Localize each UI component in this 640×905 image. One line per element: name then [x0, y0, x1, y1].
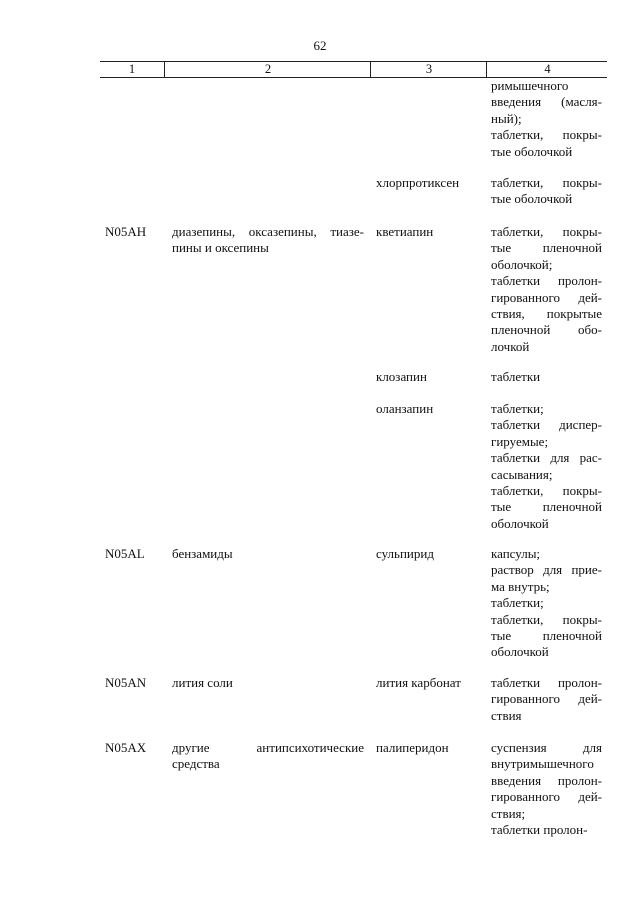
form-line: раствор для прие-	[491, 562, 602, 578]
dosage-form	[491, 224, 602, 355]
form-line: оболочкой;	[491, 256, 553, 272]
form-line: тые пленочной	[491, 499, 602, 515]
drug-group	[172, 740, 364, 773]
form-line: таблетки	[491, 369, 541, 384]
dosage-form	[491, 175, 602, 208]
drug-name: хлорпротиксен	[376, 175, 460, 190]
group-line: средства	[172, 756, 220, 772]
form-line: таблетки пролон-	[491, 675, 602, 690]
form-line: таблетки;	[491, 595, 544, 611]
form-line: введения (масля-	[491, 94, 602, 110]
form-line: таблетки пролон-	[491, 273, 602, 289]
form-line: гируемые;	[491, 433, 549, 449]
form-line: таблетки для рас-	[491, 450, 602, 466]
form-line: тые пленочной	[491, 627, 602, 643]
page-number: 62	[313, 38, 327, 53]
continuation-dosage-form	[491, 78, 602, 160]
drug-name: сульпирид	[376, 546, 434, 561]
form-line: таблетки, покры-	[491, 482, 602, 498]
form-line: ный);	[491, 110, 522, 126]
dosage-form	[491, 369, 602, 385]
form-line: таблетки;	[491, 401, 544, 416]
form-line: таблетки, покры-	[491, 611, 602, 627]
drug-group	[172, 546, 364, 562]
drug-group	[172, 224, 364, 257]
group-line: другие антипсихотические	[172, 740, 364, 755]
form-line: таблетки пролон-	[491, 821, 588, 837]
group-line: пины и оксепины	[172, 240, 269, 256]
atc-code: N05AL	[105, 546, 145, 561]
drug-name: кветиапин	[376, 224, 434, 239]
atc-code: N05AN	[105, 675, 147, 690]
drug-name: оланзапин	[376, 401, 434, 416]
form-line: ма внутрь;	[491, 578, 550, 594]
drug-name: палиперидон	[376, 740, 449, 755]
column-header-4: 4	[486, 62, 608, 77]
form-line: таблетки, покры-	[491, 224, 602, 239]
group-line: бензамиды	[172, 546, 233, 561]
column-header-2: 2	[164, 62, 371, 77]
table-header-row	[100, 61, 607, 78]
atc-code: N05AX	[105, 740, 147, 755]
form-line: гированного дей-	[491, 789, 602, 805]
form-line: сасывания;	[491, 466, 553, 482]
group-line: лития соли	[172, 675, 233, 690]
form-line: внутримышечного	[491, 756, 594, 772]
form-line: гированного дей-	[491, 691, 602, 707]
column-header-3: 3	[370, 62, 487, 77]
drug-group	[172, 675, 364, 691]
form-line: капсулы;	[491, 546, 541, 561]
form-line: суспензия для	[491, 740, 602, 755]
dosage-form	[491, 740, 602, 838]
form-line: таблетки диспер-	[491, 417, 602, 433]
form-line: римышечного	[491, 78, 569, 93]
atc-code: N05AH	[105, 224, 147, 239]
form-line: тые оболочкой	[491, 191, 573, 207]
form-line: тые пленочной	[491, 240, 602, 256]
dosage-form	[491, 401, 602, 532]
column-header-1: 1	[128, 62, 136, 76]
form-line: введения пролон-	[491, 772, 602, 788]
group-line: диазепины, оксазепины, тиазе-	[172, 224, 364, 239]
form-line: лочкой	[491, 338, 530, 354]
form-line: гированного дей-	[491, 289, 602, 305]
dosage-form	[491, 546, 602, 661]
form-line: оболочкой	[491, 515, 549, 531]
dosage-form	[491, 675, 602, 724]
form-line: оболочкой	[491, 644, 549, 660]
form-line: ствия;	[491, 805, 526, 821]
form-line: ствия, покрытые	[491, 305, 602, 321]
form-line: ствия	[491, 707, 522, 723]
form-line: таблетки, покры-	[491, 175, 602, 190]
form-line: тые оболочкой	[491, 143, 573, 159]
form-line: таблетки, покры-	[491, 127, 602, 143]
form-line: пленочной обо-	[491, 322, 602, 338]
drug-name: клозапин	[376, 369, 427, 384]
drug-name: лития карбонат	[376, 675, 461, 690]
